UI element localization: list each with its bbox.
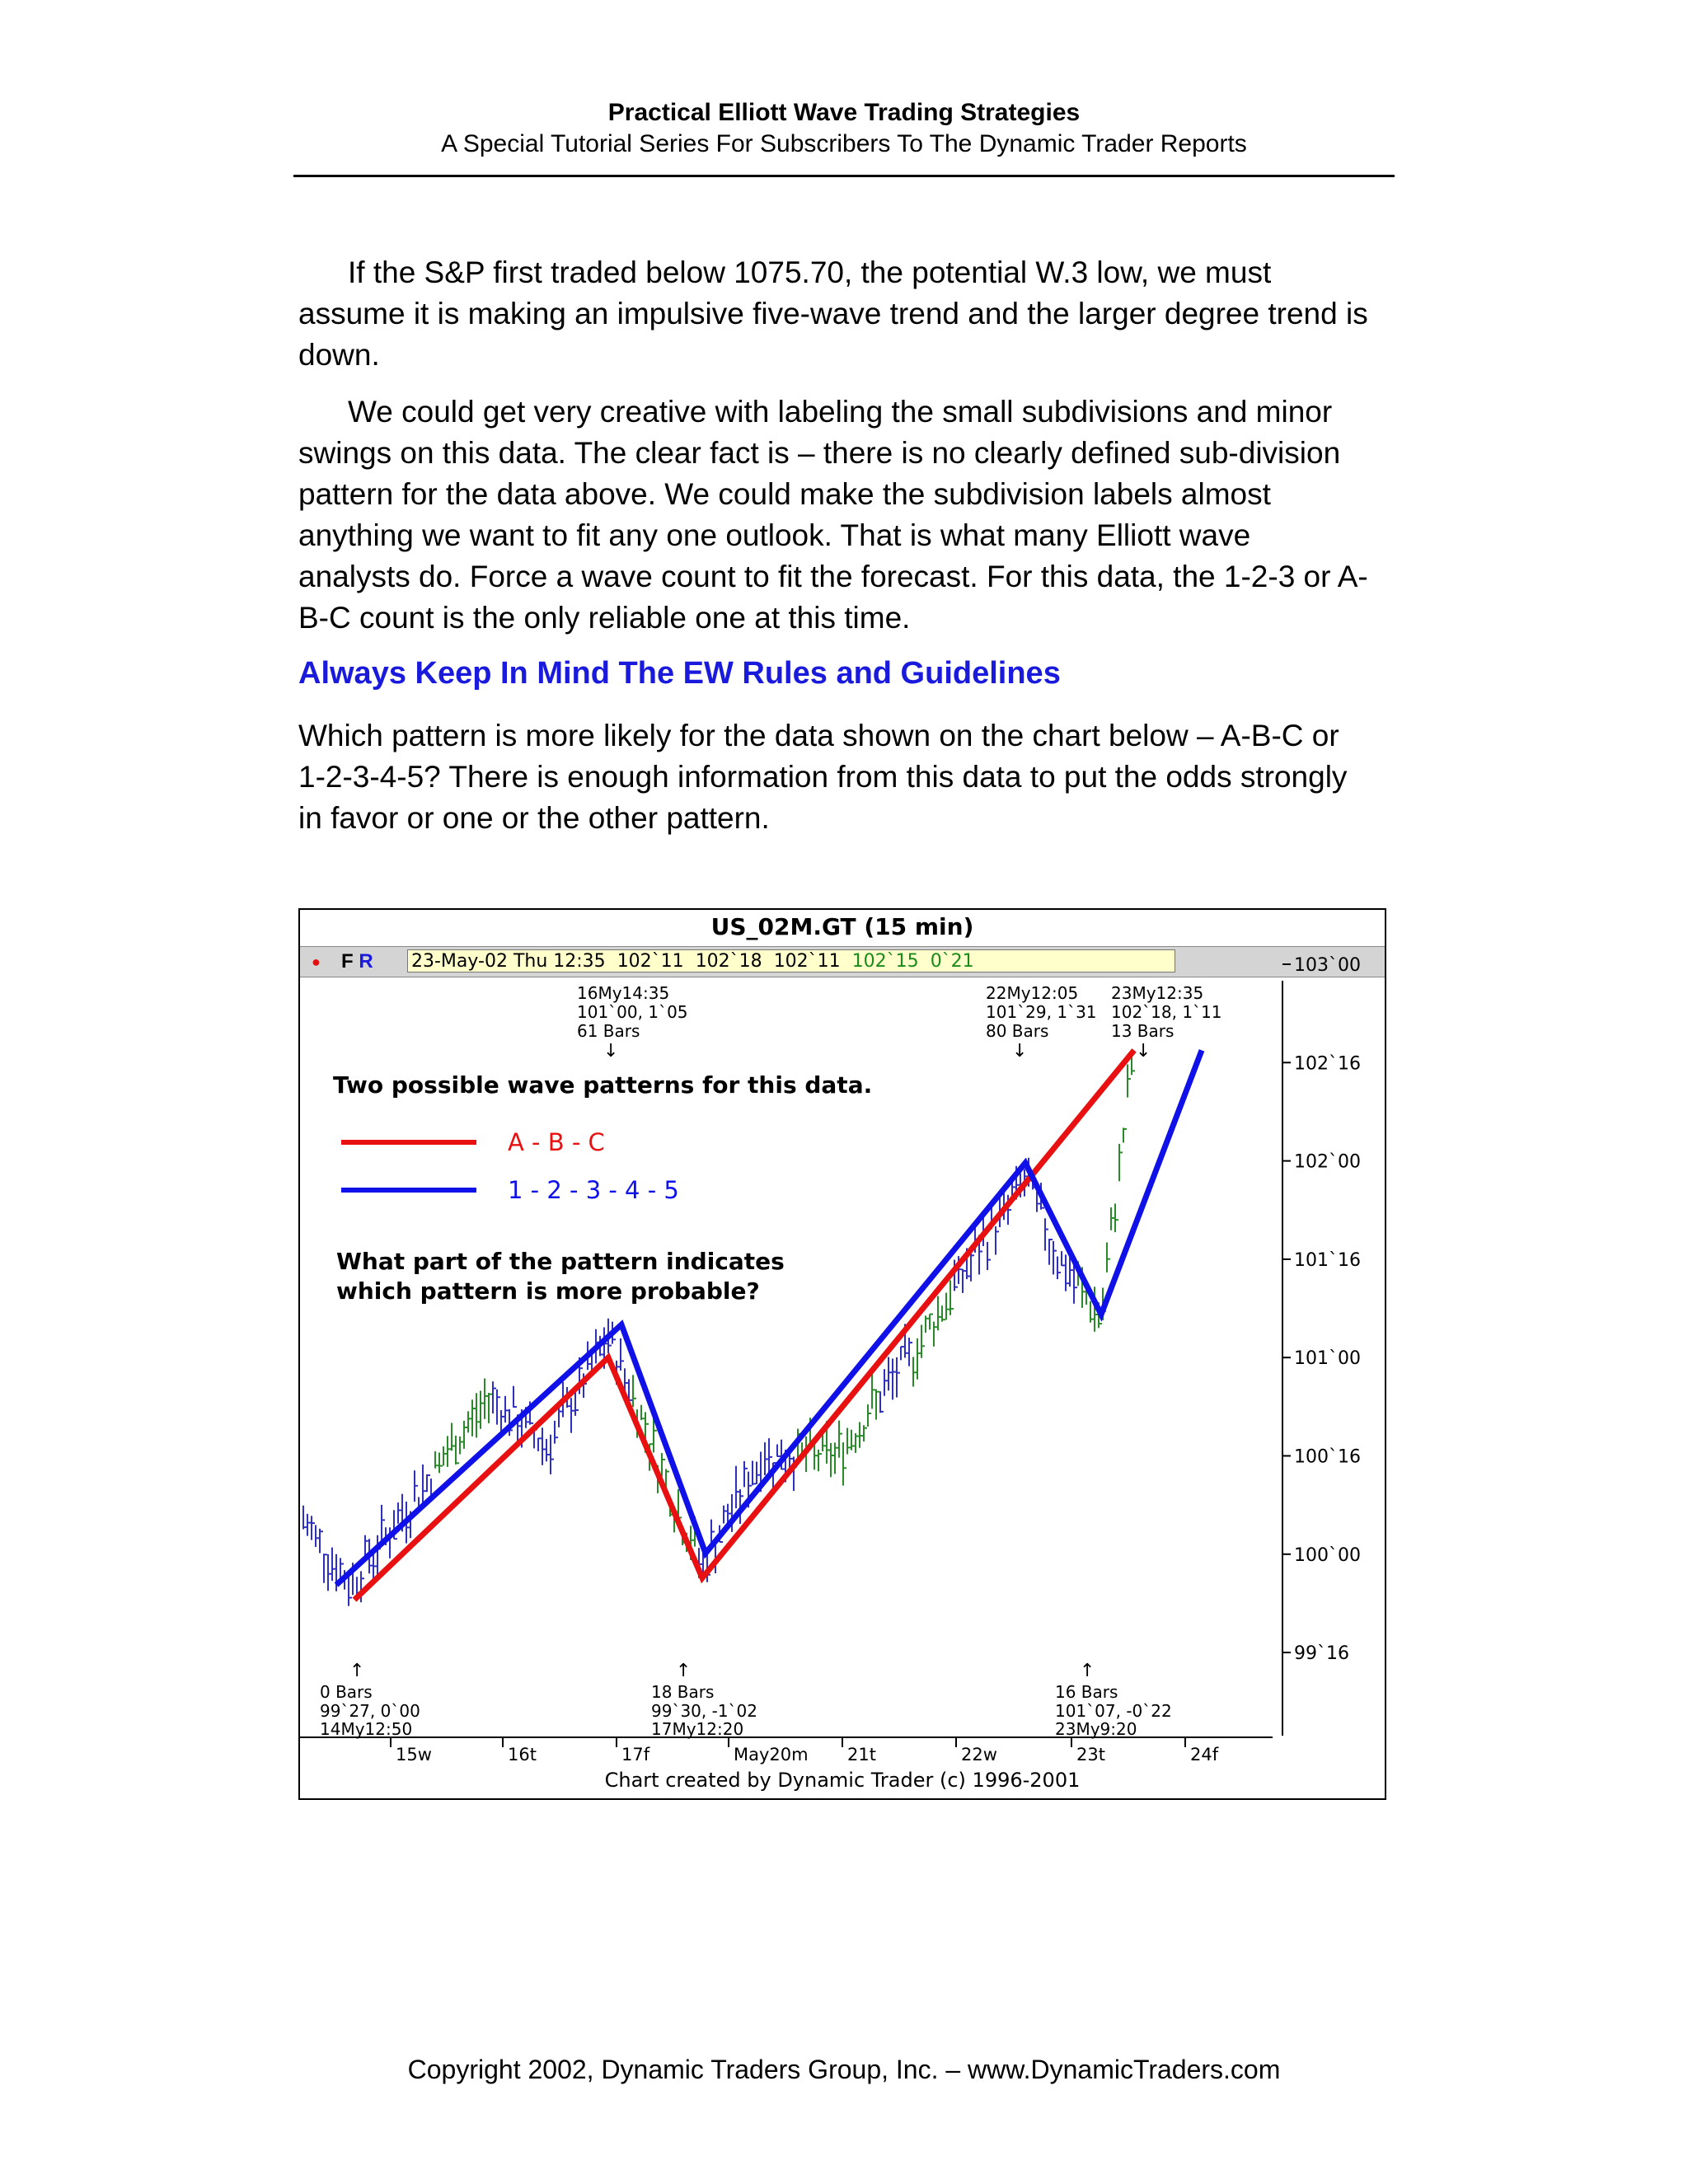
y-tick-label: 99`16 xyxy=(1294,1643,1349,1665)
header-subtitle: A Special Tutorial Series For Subscribers To The Dynamic Trader Reports xyxy=(441,130,1247,157)
pivot-top-2-price: 101`29, 1`31 xyxy=(986,1002,1097,1022)
x-tick-label: May20m xyxy=(734,1745,809,1765)
arrow-up-icon: ↑ xyxy=(349,1661,365,1681)
x-tick-label: 17f xyxy=(621,1745,650,1765)
pivot-bottom-2-bars: 18 Bars xyxy=(651,1682,715,1702)
pivot-top-3-price: 102`18, 1`11 xyxy=(1111,1002,1222,1022)
pivot-top-1-price: 101`00, 1`05 xyxy=(577,1002,688,1022)
annotation-question-1: What part of the pattern indicates xyxy=(336,1248,785,1275)
pivot-bottom-1-bars: 0 Bars xyxy=(320,1682,373,1702)
y-tick-label: 100`00 xyxy=(1294,1544,1361,1566)
pivot-label-bottom-3 xyxy=(1055,1661,1172,1739)
arrow-down-icon: ↓ xyxy=(1012,1041,1028,1062)
pivot-top-1-date: 16My14:35 xyxy=(577,983,670,1003)
pivot-bottom-2-date: 17My12:20 xyxy=(651,1719,744,1739)
pivot-top-3-bars: 13 Bars xyxy=(1111,1021,1175,1041)
chart-plot xyxy=(300,910,1385,1798)
chart-title: US_02M.GT (15 min) xyxy=(710,913,974,940)
annotation-title: Two possible wave patterns for this data. xyxy=(333,1071,873,1099)
pivot-bottom-3-date: 23My9:20 xyxy=(1055,1719,1137,1739)
pivot-bottom-3-bars: 16 Bars xyxy=(1055,1682,1118,1702)
arrow-down-icon: ↓ xyxy=(1136,1041,1151,1062)
header-title: Practical Elliott Wave Trading Strategies xyxy=(607,99,1081,126)
y-tick-label: 100`16 xyxy=(1294,1446,1361,1468)
price-bars xyxy=(303,1055,1135,1606)
pivot-bottom-2-price: 99`30, -1`02 xyxy=(651,1701,758,1721)
pivot-top-1-bars: 61 Bars xyxy=(577,1021,640,1041)
x-tick-label: 21t xyxy=(847,1745,876,1765)
x-tick-label: 15w xyxy=(396,1745,432,1765)
arrow-up-icon: ↑ xyxy=(676,1661,692,1681)
pivot-top-2-bars: 80 Bars xyxy=(986,1021,1049,1041)
header-divider xyxy=(293,175,1395,177)
paragraph-1: If the S&P first traded below 1075.70, the potential W.3 low, we must assume it is making an impulsive five-wave trend and the larger degree trend is down. xyxy=(298,255,1368,372)
annotation-question-2: which pattern is more probable? xyxy=(336,1277,760,1305)
arrow-up-icon: ↑ xyxy=(1080,1661,1095,1681)
pivot-bottom-1-date: 14My12:50 xyxy=(320,1719,413,1739)
pivot-bottom-3-price: 101`07, -0`22 xyxy=(1055,1701,1172,1721)
pivot-top-3-date: 23My12:35 xyxy=(1111,983,1204,1003)
legend-impulse-label: 1 - 2 - 3 - 4 - 5 xyxy=(508,1176,679,1204)
x-tick-label: 23t xyxy=(1076,1745,1105,1765)
paragraph-3: Which pattern is more likely for the data shown on the chart below – A-B-C or 1-2-3-4-5? There is enough information from this data to put the odds strongly in favor or one or the other pattern. xyxy=(298,719,1348,835)
y-tick-label: 103`00 xyxy=(1294,955,1361,976)
y-tick-label: 101`16 xyxy=(1294,1249,1361,1271)
pivot-label-top-1 xyxy=(577,983,688,1062)
info-close: 102`15 xyxy=(851,951,919,972)
pivot-label-bottom-1 xyxy=(320,1661,420,1739)
chart-caption: Chart created by Dynamic Trader (c) 1996-2001 xyxy=(604,1769,1081,1792)
x-axis xyxy=(300,1737,1273,1765)
section-heading: Always Keep In Mind The EW Rules and Guidelines xyxy=(298,656,1061,691)
info-low: 102`11 xyxy=(773,951,841,972)
y-tick-label: 102`00 xyxy=(1294,1151,1361,1173)
arrow-down-icon: ↓ xyxy=(603,1041,619,1062)
f-label: F xyxy=(341,950,354,972)
pivot-label-bottom-2 xyxy=(651,1661,757,1739)
x-tick-label: 24f xyxy=(1190,1745,1219,1765)
y-axis xyxy=(1282,955,1361,1736)
pivot-label-top-2 xyxy=(986,983,1097,1062)
status-dot-icon: ● xyxy=(312,954,321,970)
pivot-bottom-1-price: 99`27, 0`00 xyxy=(320,1701,420,1721)
info-open: 102`11 xyxy=(617,951,684,972)
abc-wave-line xyxy=(354,1050,1134,1600)
r-label: R xyxy=(359,950,373,972)
info-high: 102`18 xyxy=(695,951,762,972)
x-tick-label: 22w xyxy=(961,1745,997,1765)
pivot-top-2-date: 22My12:05 xyxy=(986,983,1079,1003)
paragraph-2: We could get very creative with labeling the small subdivisions and minor swings on this data. The clear fact is – there is no clearly defined sub-division pattern for the data above. We could make the subdivision labels almost anything we want to fit any one outlook. That is what many Elliott wave analysts do. Force a wave count to fit the forecast. For this data, the 1-2-3 or A-B-C count is the only reliable one at this time. xyxy=(298,395,1368,635)
y-tick-label: 101`00 xyxy=(1294,1348,1361,1370)
legend-abc-label: A - B - C xyxy=(508,1128,605,1156)
x-tick-label: 16t xyxy=(508,1745,537,1765)
chart-figure xyxy=(298,908,1386,1800)
info-change: 0`21 xyxy=(930,951,974,972)
y-tick-label: 102`16 xyxy=(1294,1053,1361,1075)
pivot-label-top-3 xyxy=(1111,983,1222,1062)
page-footer: Copyright 2002, Dynamic Traders Group, Inc. – www.DynamicTraders.com xyxy=(407,2055,1281,2084)
info-date: 23-May-02 Thu 12:35 xyxy=(411,951,606,972)
